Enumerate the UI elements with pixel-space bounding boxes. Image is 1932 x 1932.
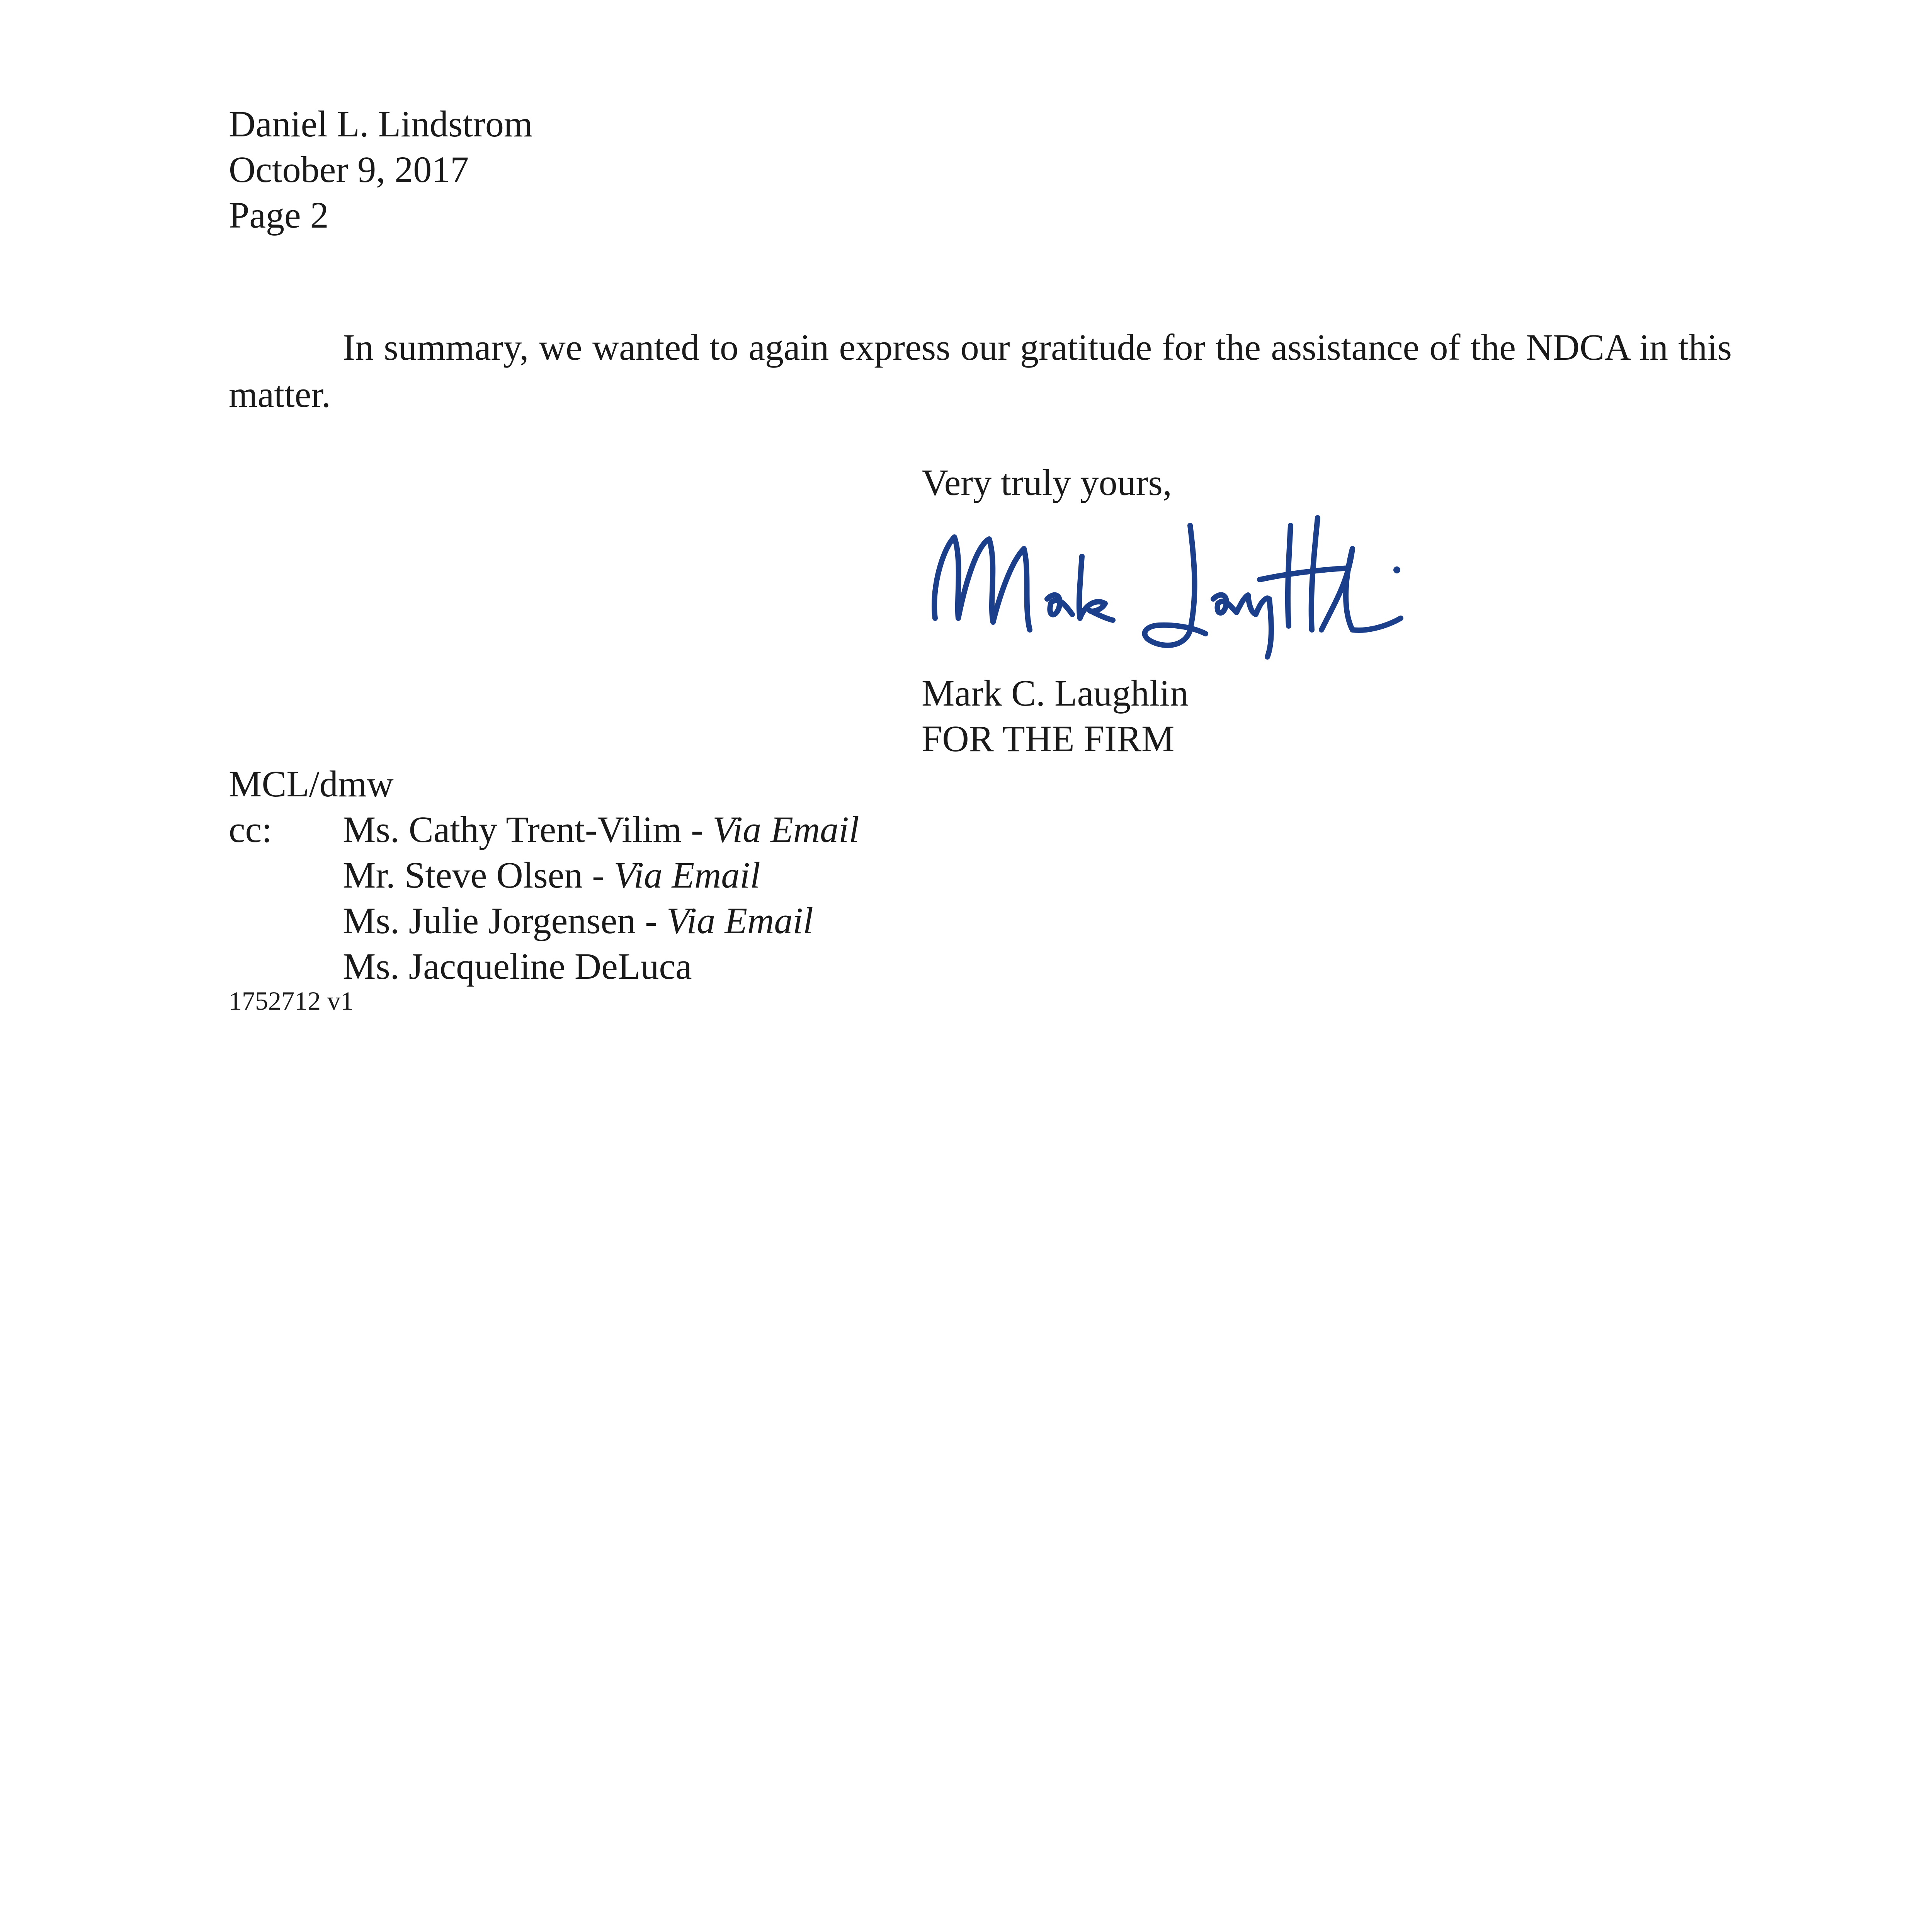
cc-recipient: [343, 852, 760, 898]
signer-title: FOR THE FIRM: [922, 718, 1175, 759]
cc-recipient: [343, 807, 859, 852]
handwritten-signature: [920, 502, 1406, 672]
letter-date: October 9, 2017: [229, 149, 469, 190]
cc-delivery-note: Via Email: [667, 900, 813, 941]
cc-recipient-name: Ms. Cathy Trent-Vilim -: [343, 809, 713, 850]
page-number: Page 2: [229, 194, 329, 236]
summary-paragraph: In summary, we wanted to again express our gratitude for the assistance of the NDCA in this matter.: [229, 327, 1732, 415]
cc-recipient-name: Mr. Steve Olsen -: [343, 854, 614, 896]
document-id: 1752712 v1: [229, 986, 354, 1015]
recipient-name: Daniel L. Lindstrom: [229, 103, 533, 145]
cc-label: cc:: [229, 809, 272, 850]
typist-initials: MCL/dmw: [229, 763, 394, 804]
cc-recipient: [343, 944, 692, 989]
cc-recipient-name: Ms. Julie Jorgensen -: [343, 900, 667, 941]
closing-salutation: Very truly yours,: [922, 462, 1172, 503]
signer-name: Mark C. Laughlin: [922, 672, 1189, 714]
cc-recipient-name: Ms. Jacqueline DeLuca: [343, 946, 692, 987]
cc-delivery-note: Via Email: [614, 854, 760, 896]
cc-recipient: [343, 898, 813, 944]
cc-delivery-note: Via Email: [713, 809, 859, 850]
